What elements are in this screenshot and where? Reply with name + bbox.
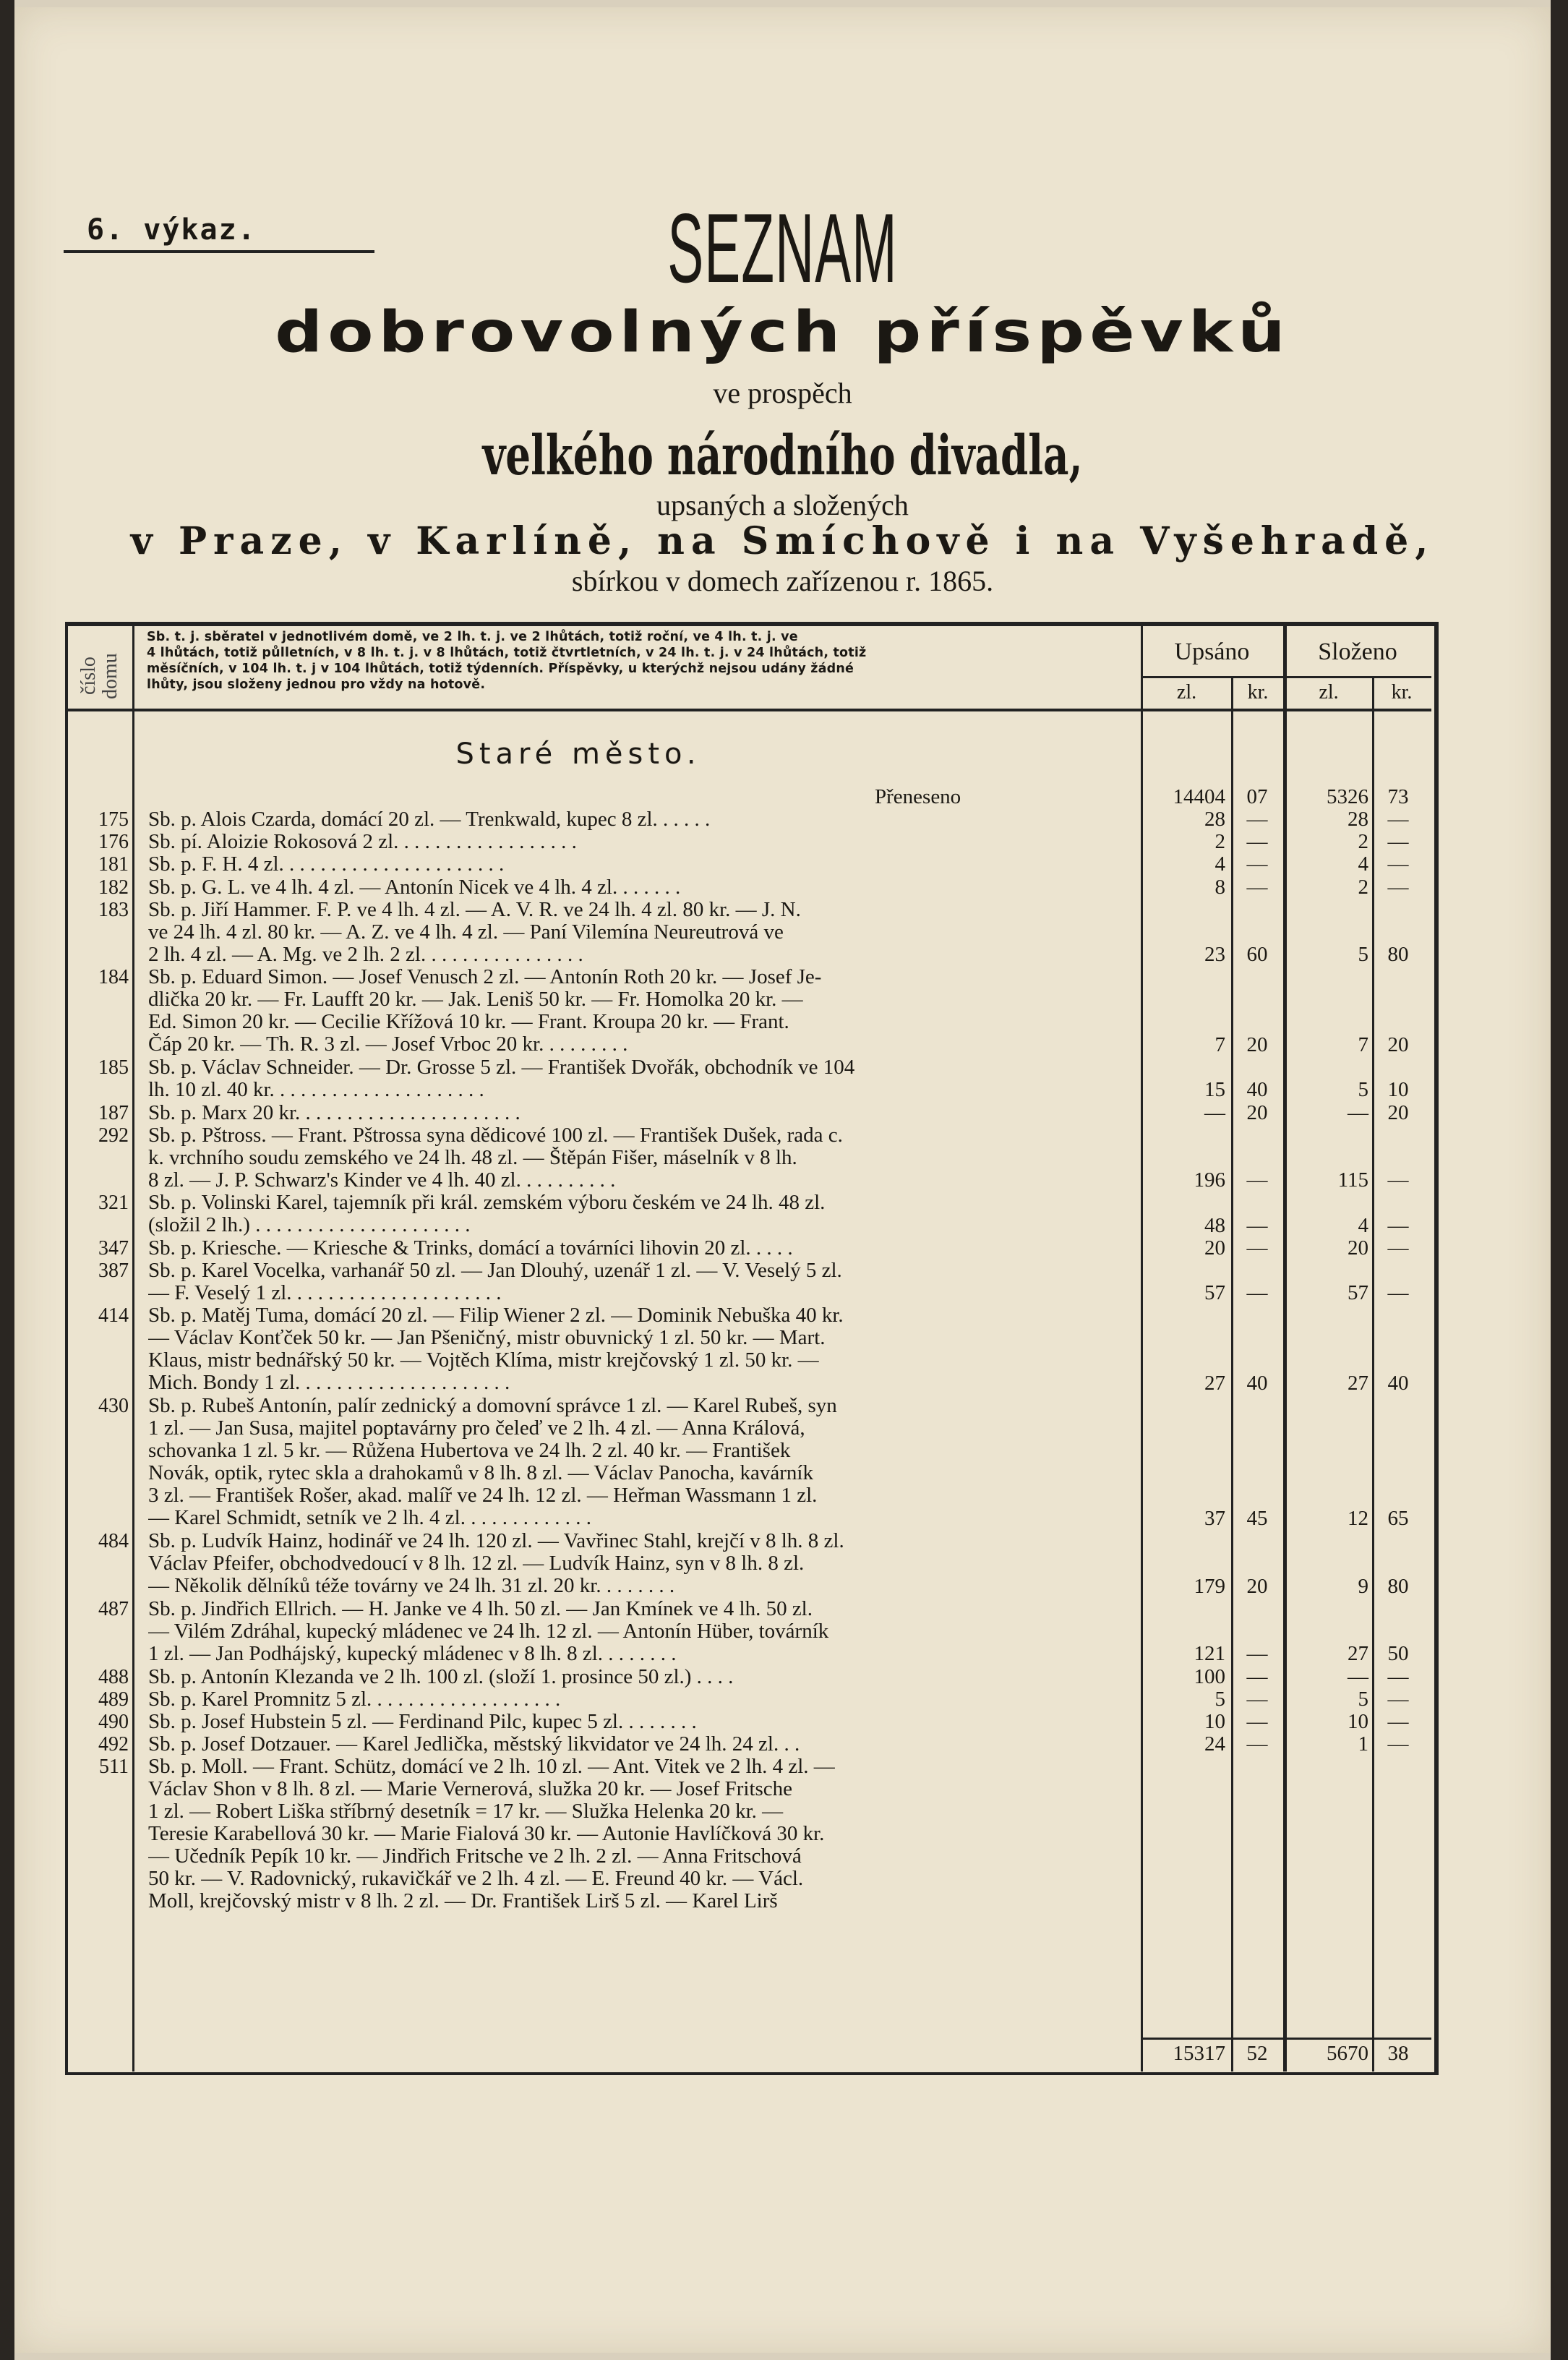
amount-paid-zl: 5: [1358, 1078, 1368, 1102]
amount-pledged-kr: —: [1246, 1168, 1268, 1192]
house-number: 182: [98, 876, 129, 899]
collection-line: sbírkou v domech zařízenou r. 1865.: [571, 565, 994, 597]
header-divider: [65, 709, 1431, 711]
row-description-line: schovanka 1 zl. 5 kr. — Růžena Hubertova ve 24 lh. 2 zl. 40 kr. — František: [148, 1440, 791, 1463]
amount-pledged-kr: 40: [1246, 1371, 1268, 1395]
row-description-line: Sb. p. F. H. 4 zl. . . . . . . . . . . . . . . . . . . . . .: [148, 853, 505, 876]
row-description-line: ve 24 lh. 4 zl. 80 kr. — A. Z. ve 4 lh. 4 zl. — Paní Vilemína Neureutrová ve: [148, 920, 784, 944]
amount-paid-zl: 5: [1358, 943, 1368, 967]
amount-pledged-zl: 24: [1204, 1732, 1225, 1756]
row-description: [148, 853, 1131, 876]
row-description-line: Moll, krejčovský mistr v 8 lh. 2 zl. — Dr. František Lirš 5 zl. — Karel Lirš: [148, 1890, 778, 1913]
row-description: [148, 966, 1131, 1056]
amount-paid-kr: 20: [1387, 1032, 1409, 1056]
house-number: 185: [98, 1056, 129, 1079]
row-description-line: Sb. p. Alois Czarda, domácí 20 zl. — Trenkwald, kupec 8 zl. . . . . .: [148, 808, 711, 831]
section-title-old-town: Staré město.: [455, 738, 701, 771]
amount-pledged-kr: 40: [1246, 1078, 1268, 1102]
document-page: [14, 7, 1551, 2353]
amount-pledged-kr: —: [1246, 1687, 1268, 1711]
row-description: [148, 1056, 1131, 1101]
row-description-line: Sb. p. Eduard Simon. — Josef Venusch 2 zl. — Antonín Roth 20 kr. — Josef Je-: [148, 966, 822, 989]
row-description-line: 8 zl. — J. P. Schwarz's Kinder ve 4 lh. 40 zl. . . . . . . . . .: [148, 1168, 616, 1192]
column-divider-paid-kr: [1372, 676, 1374, 2072]
total-paid-kr: 38: [1387, 2042, 1409, 2065]
amount-paid-zl: 9: [1358, 1574, 1368, 1598]
document-subtitle: dobrovolných příspěvků: [275, 300, 1290, 365]
amount-paid-zl: 12: [1348, 1507, 1368, 1531]
house-number: 181: [98, 853, 129, 876]
amount-pledged-zl: 15: [1204, 1078, 1225, 1102]
amount-paid-zl: —: [1348, 1100, 1368, 1124]
places-line: v Praze, v Karlíně, na Smíchově i na Vyšehradě,: [130, 519, 1435, 563]
house-number: 414: [98, 1304, 129, 1328]
amount-paid-zl: 20: [1348, 1236, 1368, 1260]
amount-paid-zl: 2: [1358, 875, 1368, 899]
carried-forward-pledged-zl: 14404: [1173, 785, 1225, 808]
amount-pledged-zl: 100: [1194, 1664, 1225, 1688]
amount-pledged-zl: 37: [1204, 1507, 1225, 1531]
row-description-line: Sb. p. Rubeš Antonín, palír zednický a domovní správce 1 zl. — Karel Rubeš, syn: [148, 1395, 837, 1418]
row-description: [148, 808, 1131, 831]
row-description-line: Teresie Karabellová 30 kr. — Marie Fialová 30 kr. — Autonie Havlíčková 30 kr.: [148, 1823, 825, 1846]
amount-paid-kr: —: [1387, 830, 1409, 854]
house-number: 183: [98, 898, 129, 921]
row-description-line: 1 zl. — Jan Podhájský, kupecký mládenec v 8 lh. 8 zl. . . . . . . .: [148, 1643, 677, 1665]
carried-forward-paid-kr: 73: [1387, 785, 1409, 808]
row-description-line: lh. 10 zl. 40 kr. . . . . . . . . . . . . . . . . . . . .: [148, 1079, 484, 1102]
amount-paid-zl: —: [1348, 1664, 1368, 1688]
column-header-house-number: číslo domu: [77, 653, 121, 699]
row-description: [148, 1304, 1131, 1394]
column-header-pledged: Upsáno: [1174, 638, 1250, 665]
row-description-line: (složil 2 lh.) . . . . . . . . . . . . . . . . . . . . .: [148, 1214, 471, 1237]
totals-divider: [1141, 2038, 1431, 2040]
amount-pledged-zl: 23: [1204, 943, 1225, 967]
amount-paid-kr: —: [1387, 1732, 1409, 1756]
amount-pledged-kr: —: [1246, 830, 1268, 854]
amount-paid-kr: —: [1387, 852, 1409, 876]
report-number-underline: [64, 250, 374, 253]
header-divider-currency: [1141, 676, 1431, 678]
amount-pledged-zl: 7: [1214, 1032, 1225, 1056]
amount-pledged-kr: —: [1246, 1664, 1268, 1688]
column-divider-pledged-paid: [1283, 622, 1287, 2072]
column-header-description-line: měsíčních, v 104 lh. t. j v 104 lhůtách, totiž týdenních. Příspěvky, u kterýchž nejsou udány žádné: [147, 662, 854, 676]
row-description-line: — Karel Schmidt, setník ve 2 lh. 4 zl. . . . . . . . . . . . .: [148, 1507, 591, 1530]
amount-pledged-kr: 20: [1246, 1574, 1268, 1598]
row-description-line: 2 lh. 4 zl. — A. Mg. ve 2 lh. 2 zl. . . . . . . . . . . . . . . .: [148, 943, 583, 966]
column-header-paid-kr: kr.: [1391, 681, 1413, 704]
row-description-line: Sb. p. Karel Vocelka, varhanář 50 zl. — Jan Dlouhý, uzenář 1 zl. — V. Veselý 5 zl.: [148, 1260, 842, 1282]
row-description: [148, 1237, 1131, 1260]
amount-paid-kr: —: [1387, 1710, 1409, 1733]
row-description-line: Václav Shon v 8 lh. 8 zl. — Marie Vernerová, služka 20 kr. — Josef Fritsche: [148, 1778, 793, 1801]
amount-paid-kr: 20: [1387, 1100, 1409, 1124]
in-favour-line: ve prospěch: [713, 377, 852, 409]
house-number: 387: [98, 1260, 129, 1282]
row-description-line: Sb. p. Pštross. — Frant. Pštrossa syna dědicové 100 zl. — František Dušek, rada c.: [148, 1124, 843, 1147]
row-description-line: Čáp 20 kr. — Th. R. 3 zl. — Josef Vrboc 20 kr. . . . . . . . .: [148, 1033, 628, 1056]
amount-paid-zl: 115: [1337, 1168, 1368, 1192]
amount-pledged-kr: —: [1246, 1642, 1268, 1666]
amount-pledged-zl: 57: [1204, 1281, 1225, 1305]
amount-paid-zl: 4: [1358, 1213, 1368, 1237]
row-description-line: Sb. p. Moll. — Frant. Schütz, domácí ve 2 lh. 10 zl. — Ant. Vitek ve 2 lh. 4 zl. —: [148, 1756, 835, 1779]
amount-pledged-zl: 5: [1214, 1687, 1225, 1711]
amount-pledged-zl: 48: [1204, 1213, 1225, 1237]
row-description: [148, 899, 1131, 966]
row-description-line: — Vilém Zdráhal, kupecký mládenec ve 24 lh. 12 zl. — Antonín Hüber, továrník: [148, 1620, 829, 1643]
row-description-line: Sb. p. Karel Promnitz 5 zl. . . . . . . . . . . . . . . . . . .: [148, 1688, 561, 1711]
amount-paid-zl: 7: [1358, 1032, 1368, 1056]
row-description-line: k. vrchního soudu zemského ve 24 lh. 48 zl. — Štěpán Fišer, máselník v 8 lh.: [148, 1146, 797, 1169]
row-description-line: Mich. Bondy 1 zl. . . . . . . . . . . . . . . . . . . . .: [148, 1372, 510, 1395]
row-description-line: Václav Pfeifer, obchodvedoucí v 8 lh. 12 zl. — Ludvík Hainz, syn v 8 lh. 8 zl.: [148, 1552, 805, 1576]
column-header-paid-zl: zl.: [1319, 681, 1339, 704]
row-description-line: Sb. p. Josef Dotzauer. — Karel Jedlička, městský likvidator ve 24 lh. 24 zl. . .: [148, 1733, 800, 1756]
amount-pledged-zl: 2: [1214, 830, 1225, 854]
amount-paid-kr: 65: [1387, 1507, 1409, 1531]
row-description: [148, 1756, 1131, 1912]
document-title: SEZNAM: [667, 193, 898, 303]
carried-forward-paid-zl: 5326: [1327, 785, 1368, 808]
house-number: 292: [98, 1124, 129, 1147]
house-number: 511: [99, 1756, 129, 1779]
row-description: [148, 831, 1131, 853]
amount-paid-kr: 40: [1387, 1371, 1409, 1395]
row-description-line: — Několik dělníků téže továrny ve 24 lh. 31 zl. 20 kr. . . . . . . .: [148, 1575, 675, 1598]
amount-pledged-kr: 20: [1246, 1100, 1268, 1124]
amount-pledged-kr: —: [1246, 875, 1268, 899]
amount-paid-kr: —: [1387, 1664, 1409, 1688]
amount-paid-kr: —: [1387, 1687, 1409, 1711]
house-number: 321: [98, 1192, 129, 1215]
house-number: 430: [98, 1395, 129, 1418]
row-description-line: Sb. p. Ludvík Hainz, hodinář ve 24 lh. 120 zl. — Vavřinec Stahl, krejčí v 8 lh. 8 zl.: [148, 1530, 844, 1553]
amount-pledged-kr: —: [1246, 1710, 1268, 1733]
column-header-pledged-zl: zl.: [1176, 681, 1197, 704]
amount-pledged-zl: —: [1204, 1100, 1225, 1124]
row-description: [148, 1598, 1131, 1665]
amount-paid-kr: —: [1387, 808, 1409, 831]
row-description-line: 1 zl. — Robert Liška stříbrný desetník = 17 kr. — Služka Helenka 20 kr. —: [148, 1800, 784, 1824]
amount-pledged-zl: 8: [1214, 875, 1225, 899]
theatre-title: velkého národního divadla,: [482, 423, 1083, 487]
collected-line: upsaných a složených: [656, 489, 909, 521]
row-description-line: dlička 20 kr. — Fr. Laufft 20 kr. — Jak. Leniš 50 kr. — Fr. Homolka 20 kr. —: [148, 988, 803, 1012]
amount-pledged-kr: —: [1246, 1732, 1268, 1756]
amount-pledged-zl: 10: [1204, 1710, 1225, 1733]
amount-paid-kr: —: [1387, 1213, 1409, 1237]
amount-paid-kr: —: [1387, 875, 1409, 899]
column-header-paid: Složeno: [1318, 638, 1397, 665]
carried-forward-pledged-kr: 07: [1246, 785, 1268, 808]
amount-pledged-kr: 60: [1246, 943, 1268, 967]
report-number: 6. výkaz.: [87, 213, 257, 247]
column-divider-number: [132, 622, 134, 2072]
amount-paid-kr: 80: [1387, 1574, 1409, 1598]
house-number: 484: [98, 1530, 129, 1553]
amount-paid-kr: 80: [1387, 943, 1409, 967]
amount-pledged-kr: 45: [1246, 1507, 1268, 1531]
amount-pledged-kr: —: [1246, 852, 1268, 876]
total-paid-zl: 5670: [1327, 2042, 1368, 2065]
page-edge-right: [1551, 0, 1568, 2360]
amount-pledged-zl: 27: [1204, 1371, 1225, 1395]
amount-pledged-kr: —: [1246, 1213, 1268, 1237]
amount-paid-kr: —: [1387, 1168, 1409, 1192]
amount-paid-zl: 28: [1348, 808, 1368, 831]
house-number: 184: [98, 966, 129, 989]
total-pledged-zl: 15317: [1173, 2042, 1225, 2065]
row-description-line: Sb. pí. Aloizie Rokosová 2 zl. . . . . . . . . . . . . . . . . .: [148, 831, 577, 854]
row-description-line: Sb. p. Václav Schneider. — Dr. Grosse 5 zl. — František Dvořák, obchodník ve 104: [148, 1056, 855, 1079]
row-description-line: 50 kr. — V. Radovnický, rukavičkář ve 2 lh. 4 zl. — E. Freund 40 kr. — Václ.: [148, 1868, 804, 1891]
house-number: 488: [98, 1665, 129, 1688]
column-header-pledged-kr: kr.: [1247, 681, 1269, 704]
column-header-description-line: Sb. t. j. sběratel v jednotlivém domě, ve 2 lh. t. j. ve 2 lhůtách, totiž roční, ve 4 lh. t. j. ve: [147, 630, 798, 644]
amount-pledged-kr: 20: [1246, 1032, 1268, 1056]
row-description: [148, 1102, 1131, 1124]
amount-paid-zl: 2: [1358, 830, 1368, 854]
row-description-line: Sb. p. Volinski Karel, tajemník při král. zemském výboru českém ve 24 lh. 48 zl.: [148, 1192, 826, 1215]
house-number: 492: [98, 1733, 129, 1756]
amount-paid-zl: 27: [1348, 1371, 1368, 1395]
row-description-line: Ed. Simon 20 kr. — Cecilie Křížová 10 kr. — Frant. Kroupa 20 kr. — Frant.: [148, 1011, 789, 1034]
amount-pledged-zl: 196: [1194, 1168, 1225, 1192]
row-description-line: — Učedník Pepík 10 kr. — Jindřich Fritsche ve 2 lh. 2 zl. — Anna Fritschová: [148, 1845, 802, 1868]
row-description: [148, 1530, 1131, 1597]
amount-paid-zl: 1: [1358, 1732, 1368, 1756]
house-number: 176: [98, 831, 129, 854]
row-description: [148, 1192, 1131, 1236]
amount-pledged-kr: —: [1246, 1281, 1268, 1305]
amount-pledged-kr: —: [1246, 808, 1268, 831]
row-description-line: — Václav Konťček 50 kr. — Jan Pšeničný, mistr obuvnický 1 zl. 50 kr. — Mart.: [148, 1327, 826, 1350]
amount-pledged-zl: 4: [1214, 852, 1225, 876]
house-number: 487: [98, 1598, 129, 1620]
row-description: [148, 1711, 1131, 1733]
row-description-line: Sb. p. Matěj Tuma, domácí 20 zl. — Filip Wiener 2 zl. — Dominik Nebuška 40 kr.: [148, 1304, 844, 1328]
amount-paid-zl: 27: [1348, 1642, 1368, 1666]
amount-paid-zl: 5: [1358, 1687, 1368, 1711]
amount-paid-zl: 4: [1358, 852, 1368, 876]
row-description: [148, 1733, 1131, 1756]
row-description-line: Sb. p. Josef Hubstein 5 zl. — Ferdinand Pilc, kupec 5 zl. . . . . . . .: [148, 1711, 697, 1733]
amount-pledged-kr: —: [1246, 1236, 1268, 1260]
row-description-line: Novák, optik, rytec skla a drahokamů v 8 lh. 8 zl. — Václav Panocha, kavárník: [148, 1462, 813, 1485]
column-divider-description: [1141, 622, 1143, 2072]
house-number: 347: [98, 1236, 129, 1260]
amount-paid-zl: 10: [1348, 1710, 1368, 1733]
column-header-description: [147, 629, 1137, 693]
row-description: [148, 1395, 1131, 1529]
row-description-line: Sb. p. Jiří Hammer. F. P. ve 4 lh. 4 zl. — A. V. R. ve 24 lh. 4 zl. 80 kr. — J. N.: [148, 898, 801, 921]
row-description-line: 1 zl. — Jan Susa, majitel poptavárny pro čeleď ve 2 lh. 4 zl. — Anna Králová,: [148, 1417, 805, 1440]
house-number: 175: [98, 808, 129, 831]
column-divider-pledged-kr: [1231, 676, 1233, 2072]
row-description-line: Klaus, mistr bednářský 50 kr. — Vojtěch Klíma, mistr krejčovský 1 zl. 50 kr. —: [148, 1349, 819, 1372]
amount-pledged-zl: 121: [1194, 1642, 1225, 1666]
row-description-line: Sb. p. Marx 20 kr. . . . . . . . . . . . . . . . . . . . . .: [148, 1101, 520, 1124]
amount-paid-kr: —: [1387, 1281, 1409, 1305]
amount-pledged-zl: 28: [1204, 808, 1225, 831]
amount-paid-kr: 10: [1387, 1078, 1409, 1102]
amount-paid-kr: —: [1387, 1236, 1409, 1260]
row-description: [148, 876, 1131, 899]
row-description: [148, 1124, 1131, 1192]
column-header-description-line: lhůty, jsou složeny jednou pro vždy na hotově.: [147, 677, 486, 692]
house-number: 187: [98, 1101, 129, 1124]
row-description-line: Sb. p. Jindřich Ellrich. — H. Janke ve 4 lh. 50 zl. — Jan Kmínek ve 4 lh. 50 zl.: [148, 1598, 813, 1620]
row-description-line: Sb. p. Kriesche. — Kriesche & Trinks, domácí a továrníci lihovin 20 zl. . . . .: [148, 1236, 793, 1260]
row-description: [148, 1260, 1131, 1304]
row-description-line: 3 zl. — František Rošer, akad. malíř ve 24 lh. 12 zl. — Heřman Wassmann 1 zl.: [148, 1484, 818, 1508]
total-pledged-kr: 52: [1246, 2042, 1268, 2065]
amount-pledged-zl: 20: [1204, 1236, 1225, 1260]
row-description-line: — F. Veselý 1 zl. . . . . . . . . . . . . . . . . . . . .: [148, 1282, 502, 1304]
house-number: 490: [98, 1711, 129, 1733]
amount-paid-zl: 57: [1348, 1281, 1368, 1305]
house-number: 489: [98, 1688, 129, 1711]
carried-forward-label: Přeneseno: [875, 786, 961, 808]
row-description: [148, 1688, 1131, 1711]
row-description-line: Sb. p. Antonín Klezanda ve 2 lh. 100 zl. (složí 1. prosince 50 zl.) . . . .: [148, 1665, 734, 1688]
amount-pledged-zl: 179: [1194, 1574, 1225, 1598]
amount-paid-kr: 50: [1387, 1642, 1409, 1666]
column-header-description-line: 4 lhůtách, totiž půlletních, v 8 lh. t. j. v 8 lhůtách, totiž čtvrtletních, v 24 lh. t. j. v 24 lhůtách, totiž: [147, 646, 867, 660]
row-description-line: Sb. p. G. L. ve 4 lh. 4 zl. — Antonín Nicek ve 4 lh. 4 zl. . . . . . .: [148, 876, 681, 899]
row-description: [148, 1666, 1131, 1688]
